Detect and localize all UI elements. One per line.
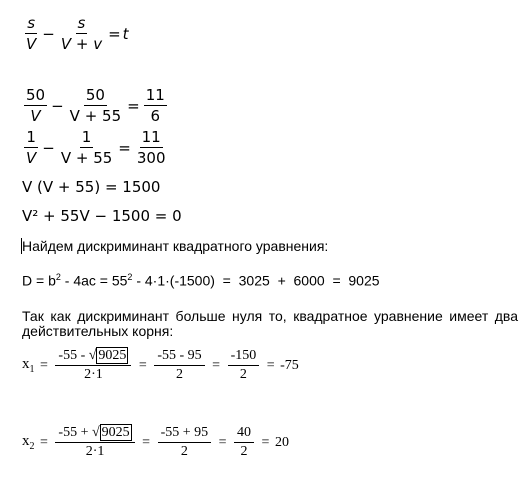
numerator: 50 [26,86,46,104]
fraction [144,86,167,125]
numerator: s [77,14,86,32]
variable: x [22,433,30,450]
denominator: 2 [180,444,188,459]
operator: = [127,96,140,115]
fraction [158,425,212,460]
subscript: 2 [29,440,35,452]
sqrt-icon: √ [88,348,97,363]
result: -75 [280,357,299,373]
formula-2 [22,86,169,125]
numerator: 11 [145,86,165,104]
fraction [68,86,123,125]
rhs: t [122,24,129,43]
subscript: 1 [29,363,35,375]
numerator: -150 [228,348,260,366]
result: 20 [274,434,289,450]
equals: = [36,357,52,373]
sqrt-icon: √ [91,425,100,440]
formula-1 [22,14,129,53]
operator: − [42,24,55,43]
paragraph-line: действительных корня: [22,323,174,339]
equals: = [36,434,52,450]
heading-discriminant: Найдем дискриминант квадратного уравнения: [22,238,329,254]
fraction [24,128,38,167]
paragraph-line: Так как дискриминант больше нуля то, квадратное уравнение имеет два [22,308,518,324]
operator: − [51,96,64,115]
root-x2 [22,425,289,460]
equals: = [215,434,231,450]
operator: = [118,138,131,157]
root-x1 [22,348,299,383]
fraction [154,348,204,383]
equals: = [135,357,151,373]
numerator: 1 [26,128,36,146]
denominator: 2 [175,367,183,382]
numerator [55,348,131,366]
fraction [55,425,134,460]
denominator: 2 [239,367,247,382]
fraction [228,348,260,383]
formula-3 [22,128,170,167]
operator: − [42,138,55,157]
equals: = [138,434,154,450]
discriminant-line [22,272,380,289]
equation-text: V² + 55V − 1500 = 0 [22,207,182,225]
fraction [59,14,104,53]
roots-paragraph [22,309,518,339]
numerator: 50 [85,86,105,104]
numerator-text: -55 + [58,425,92,440]
operator: = [108,24,121,43]
fraction [55,348,131,383]
numerator [55,425,134,443]
denominator: V + 55 [69,107,122,125]
equals: = [263,357,279,373]
numerator: 11 [141,128,161,146]
denominator: 2 [240,444,248,459]
numerator: 40 [234,425,254,443]
denominator: V [26,35,37,53]
numerator: -55 - 95 [154,348,204,366]
discriminant-mid: - 4ac = 55 [60,272,128,289]
denominator: 2·1 [85,444,105,459]
variable: x [22,356,30,373]
fraction [135,128,168,167]
denominator: 6 [150,107,161,125]
denominator: 2·1 [84,367,103,382]
numerator: -55 + 95 [158,425,212,443]
x2-label [22,433,35,452]
numerator: s [27,14,36,32]
denominator: V [30,107,41,125]
numerator: 1 [81,128,92,146]
formula-4 [22,178,160,196]
discriminant-lhs: D = b [22,272,56,289]
fraction [24,86,47,125]
equation-text: V (V + 55) = 1500 [22,178,161,196]
denominator: 300 [136,149,166,167]
fraction [234,425,254,460]
equals: = [258,434,273,450]
discriminant-box: 9025 [101,425,130,440]
discriminant-box: 9025 [98,348,127,363]
denominator: V + 55 [60,149,113,167]
discriminant-rest: - 4·1·(-1500) = 3025 + 6000 = 9025 [132,272,380,289]
x1-label [22,356,35,375]
denominator: V [26,149,37,167]
formula-5 [22,207,182,225]
numerator-text: -55 - [58,348,89,363]
superscript: 2 [55,272,61,282]
denominator: V + v [60,35,103,53]
fraction [24,14,38,53]
superscript: 2 [127,272,133,282]
fraction [59,128,114,167]
equals: = [208,357,224,373]
